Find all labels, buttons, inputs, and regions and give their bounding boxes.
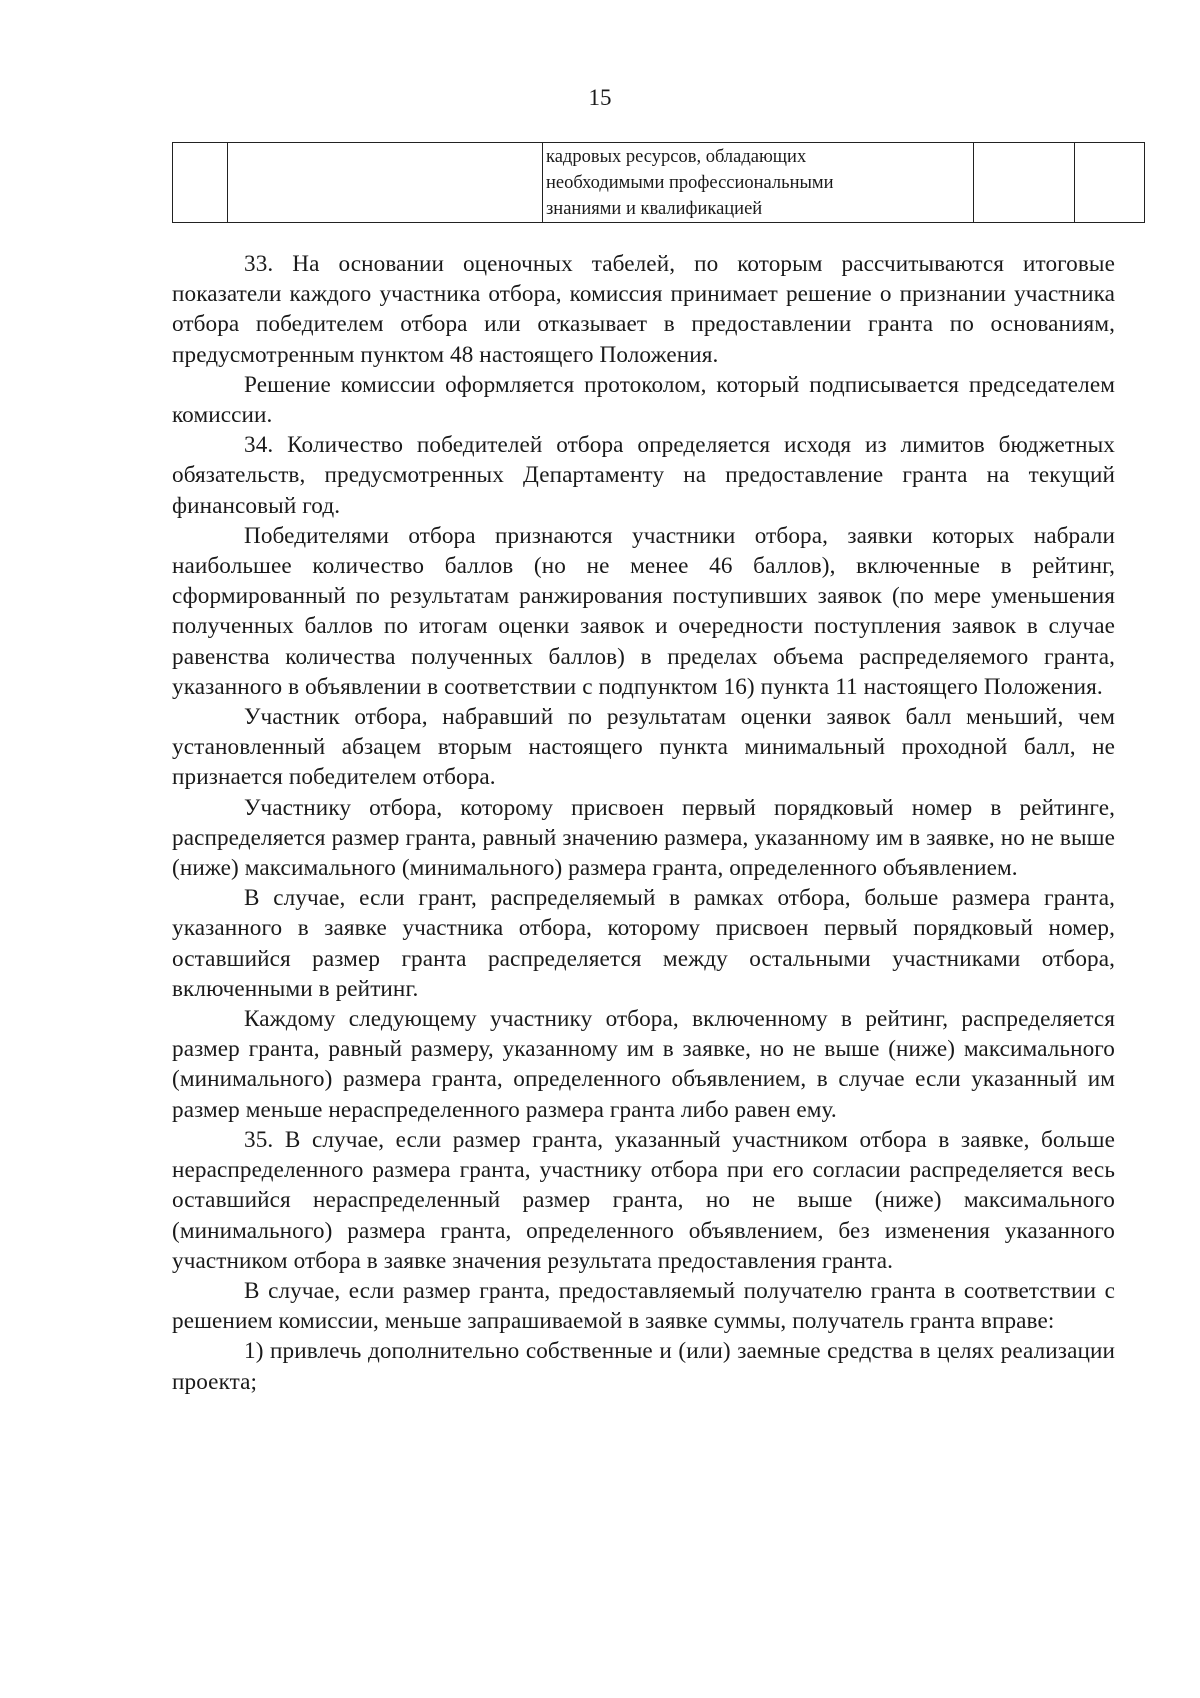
- document-body: [172, 249, 1115, 1397]
- table-cell-description: [543, 143, 974, 223]
- table-cell-line: необходимыми профессиональными: [546, 173, 834, 193]
- paragraph: Решение комиссии оформляется протоколом, который подписывается председателем комиссии.: [172, 371, 1115, 429]
- paragraph: Участнику отбора, которому присвоен первый порядковый номер в рейтинге, распределяется размер гранта, равный значению размера, указанному им в заявке, но не выше (ниже) максимального (минимального) размера гранта, определенного объявлением.: [172, 794, 1115, 882]
- table-row: [173, 143, 1145, 223]
- paragraph-35: 35. В случае, если размер гранта, указанный участником отбора в заявке, больше нераспределенного размера гранта, участнику отбора при его согласии распределяется весь оставшийся нераспределенный размер гранта, но не выше (ниже) максимального (минимального) размера гранта, определенного объявлением, без изменения указанного участником отбора в заявке значения результата предоставления гранта.: [172, 1126, 1115, 1274]
- paragraph-34: 34. Количество победителей отбора определяется исходя из лимитов бюджетных обязательств, предусмотренных Департаменту на предоставление гранта на текущий финансовый год.: [172, 432, 1115, 519]
- table-cell-line: кадровых ресурсов, обладающих: [546, 147, 807, 167]
- paragraph: В случае, если размер гранта, предоставляемый получателю гранта в соответствии с решением комиссии, меньше запрашиваемой в заявке суммы, получатель гранта вправе:: [172, 1277, 1115, 1335]
- table-cell-criterion: [228, 143, 543, 223]
- paragraph: Участник отбора, набравший по результатам оценки заявок балл меньший, чем установленный абзацем вторым настоящего пункта минимальный проходной балл, не признается победителем отбора.: [172, 704, 1115, 791]
- paragraph-33: 33. На основании оценочных табелей, по которым рассчитываются итоговые показатели каждого участника отбора, комиссия принимает решение о признании участника отбора победителем отбора или отказывает в предоставлении гранта по основаниям, предусмотренным пунктом 48 настоящего Положения.: [172, 251, 1115, 368]
- paragraph: В случае, если грант, распределяемый в рамках отбора, больше размера гранта, указанного в заявке участника отбора, которому присвоен первый порядковый номер, оставшийся размер гранта распределяется между остальными участниками отбора, включенными в рейтинг.: [172, 885, 1115, 1002]
- list-item: 1) привлечь дополнительно собственные и (или) заемные средства в целях реализации проекта;: [172, 1338, 1115, 1395]
- page-number: 15: [588, 85, 612, 110]
- table-cell-line: знаниями и квалификацией: [546, 199, 763, 219]
- table-cell-weight: [1075, 143, 1145, 223]
- criteria-table-continuation: [172, 142, 1145, 223]
- table-cell-score: [974, 143, 1075, 223]
- paragraph: Каждому следующему участнику отбора, включенному в рейтинг, распределяется размер гранта, равный размеру, указанному им в заявке, но не выше (ниже) максимального (минимального) размера гранта, определенного объявлением, в случае если указанный им размер меньше нераспределенного размера гранта либо равен ему.: [172, 1006, 1115, 1123]
- paragraph: Победителями отбора признаются участники отбора, заявки которых набрали наибольшее количество баллов (но не менее 46 баллов), включенные в рейтинг, сформированный по результатам ранжирования поступивших заявок (по мере уменьшения полученных баллов по итогам оценки заявок и очередности поступления заявок в случае равенства количества полученных баллов) в пределах объема распределяемого гранта, указанного в объявлении в соответствии с подпунктом 16) пункта 11 настоящего Положения.: [172, 522, 1115, 700]
- table-cell-number: [173, 143, 228, 223]
